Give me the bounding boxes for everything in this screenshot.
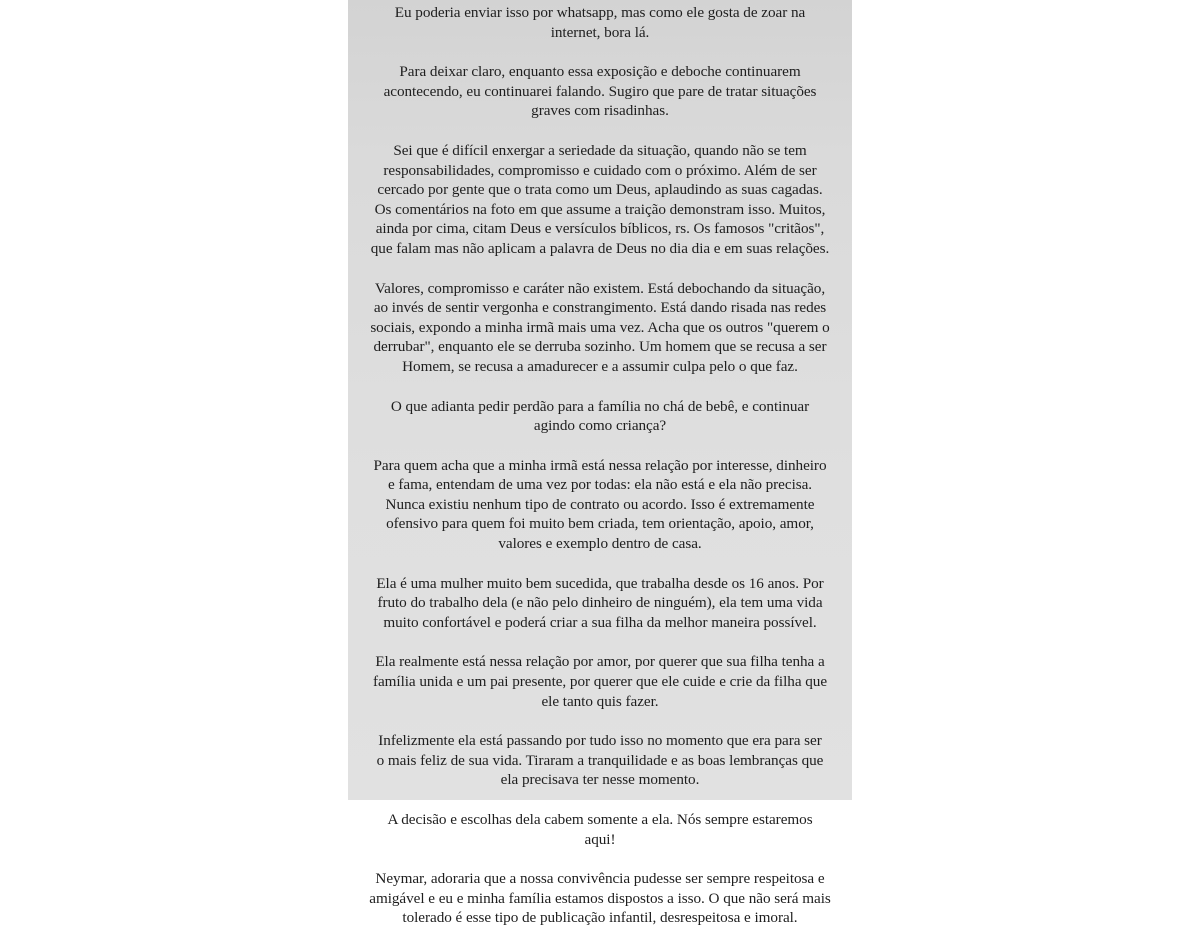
text-line: ainda por cima, citam Deus e versículos bíblicos, rs. Os famosos "critãos", xyxy=(375,220,825,238)
text-line: amigável e eu e minha família estamos dispostos a isso. O que não será mais xyxy=(369,889,831,907)
text-line: derrubar", enquanto ele se derruba sozinho. Um homem que se recusa a ser xyxy=(373,338,827,356)
text-line: sociais, expondo a minha irmã mais uma vez. Acha que os outros "querem o xyxy=(370,318,830,336)
text-line: Os comentários na foto em que assume a traição demonstram isso. Muitos, xyxy=(374,200,826,218)
text-line: acontecendo, eu continuarei falando. Sugiro que pare de tratar situações xyxy=(383,82,817,100)
text-line: Neymar, adoraria que a nossa convivência pudesse ser sempre respeitosa e xyxy=(375,870,825,888)
text-line: Infelizmente ela está passando por tudo isso no momento que era para ser xyxy=(378,732,822,750)
text-line: ao invés de sentir vergonha e constrangimento. Está dando risada nas redes xyxy=(373,299,827,317)
paragraph-love xyxy=(362,652,838,711)
text-line: valores e exemplo dentro de casa. xyxy=(498,535,702,553)
paragraph-closing xyxy=(362,869,838,928)
text-line: família unida e um pai presente, por querer que ele cuide e crie da filha que xyxy=(372,673,828,691)
paragraph-values xyxy=(362,279,838,377)
paragraph-unfortunately xyxy=(362,731,838,790)
text-line: Para deixar claro, enquanto essa exposição e deboche continuarem xyxy=(399,63,801,81)
text-line: tolerado é esse tipo de publicação infantil, desrespeitosa e imoral. xyxy=(402,909,798,927)
text-line: ela precisava ter nesse momento. xyxy=(500,771,700,789)
text-line: graves com risadinhas. xyxy=(531,102,669,120)
text-line: Sei que é difícil enxergar a seriedade da situação, quando não se tem xyxy=(393,141,807,159)
text-line: Nunca existiu nenhum tipo de contrato ou acordo. Isso é extremamente xyxy=(385,495,815,513)
text-line: e fama, entendam de uma vez por todas: ela não está e ela não precisa. xyxy=(387,476,813,494)
paragraph-decision xyxy=(362,810,838,849)
text-line: internet, bora lá. xyxy=(550,23,650,41)
text-line: Para quem acha que a minha irmã está nessa relação por interesse, dinheiro xyxy=(373,456,827,474)
text-line: muito confortável e poderá criar a sua filha da melhor maneira possível. xyxy=(383,613,817,631)
text-line: responsabilidades, compromisso e cuidado com o próximo. Além de ser xyxy=(383,161,817,179)
paragraph-whatsapp-intro xyxy=(362,3,838,42)
paragraph-clarification xyxy=(362,62,838,121)
text-line: que falam mas não aplicam a palavra de Deus no dia dia e em suas relações. xyxy=(370,239,830,257)
story-text-panel xyxy=(348,0,852,927)
paragraph-seriousness xyxy=(362,141,838,259)
text-line: ele tanto quis fazer. xyxy=(541,692,659,710)
text-line: agindo como criança? xyxy=(533,417,667,435)
paragraph-apology xyxy=(362,397,838,436)
text-line: Homem, se recusa a amadurecer e a assumir culpa pelo o que faz. xyxy=(402,357,798,375)
text-line: Ela realmente está nessa relação por amor, por querer que sua filha tenha a xyxy=(375,653,825,671)
text-line: fruto do trabalho dela (e não pelo dinheiro de ninguém), ela tem uma vida xyxy=(377,594,823,612)
text-line: aqui! xyxy=(584,830,616,848)
text-line: O que adianta pedir perdão para a família no chá de bebê, e continuar xyxy=(390,397,810,415)
paragraph-interest xyxy=(362,456,838,554)
text-line: Eu poderia enviar isso por whatsapp, mas como ele gosta de zoar na xyxy=(394,4,806,21)
text-line: o mais feliz de sua vida. Tiraram a tranquilidade e as boas lembranças que xyxy=(376,751,824,769)
text-line: Ela é uma mulher muito bem sucedida, que trabalha desde os 16 anos. Por xyxy=(376,574,824,592)
text-line: Valores, compromisso e caráter não existem. Está debochando da situação, xyxy=(374,279,826,297)
text-line: cercado por gente que o trata como um Deus, aplaudindo as suas cagadas. xyxy=(377,181,823,199)
paragraph-successful xyxy=(362,574,838,633)
text-line: ofensivo para quem foi muito bem criada, tem orientação, apoio, amor, xyxy=(386,515,814,533)
text-line: A decisão e escolhas dela cabem somente a ela. Nós sempre estaremos xyxy=(387,811,813,828)
story-text-body xyxy=(362,3,838,928)
